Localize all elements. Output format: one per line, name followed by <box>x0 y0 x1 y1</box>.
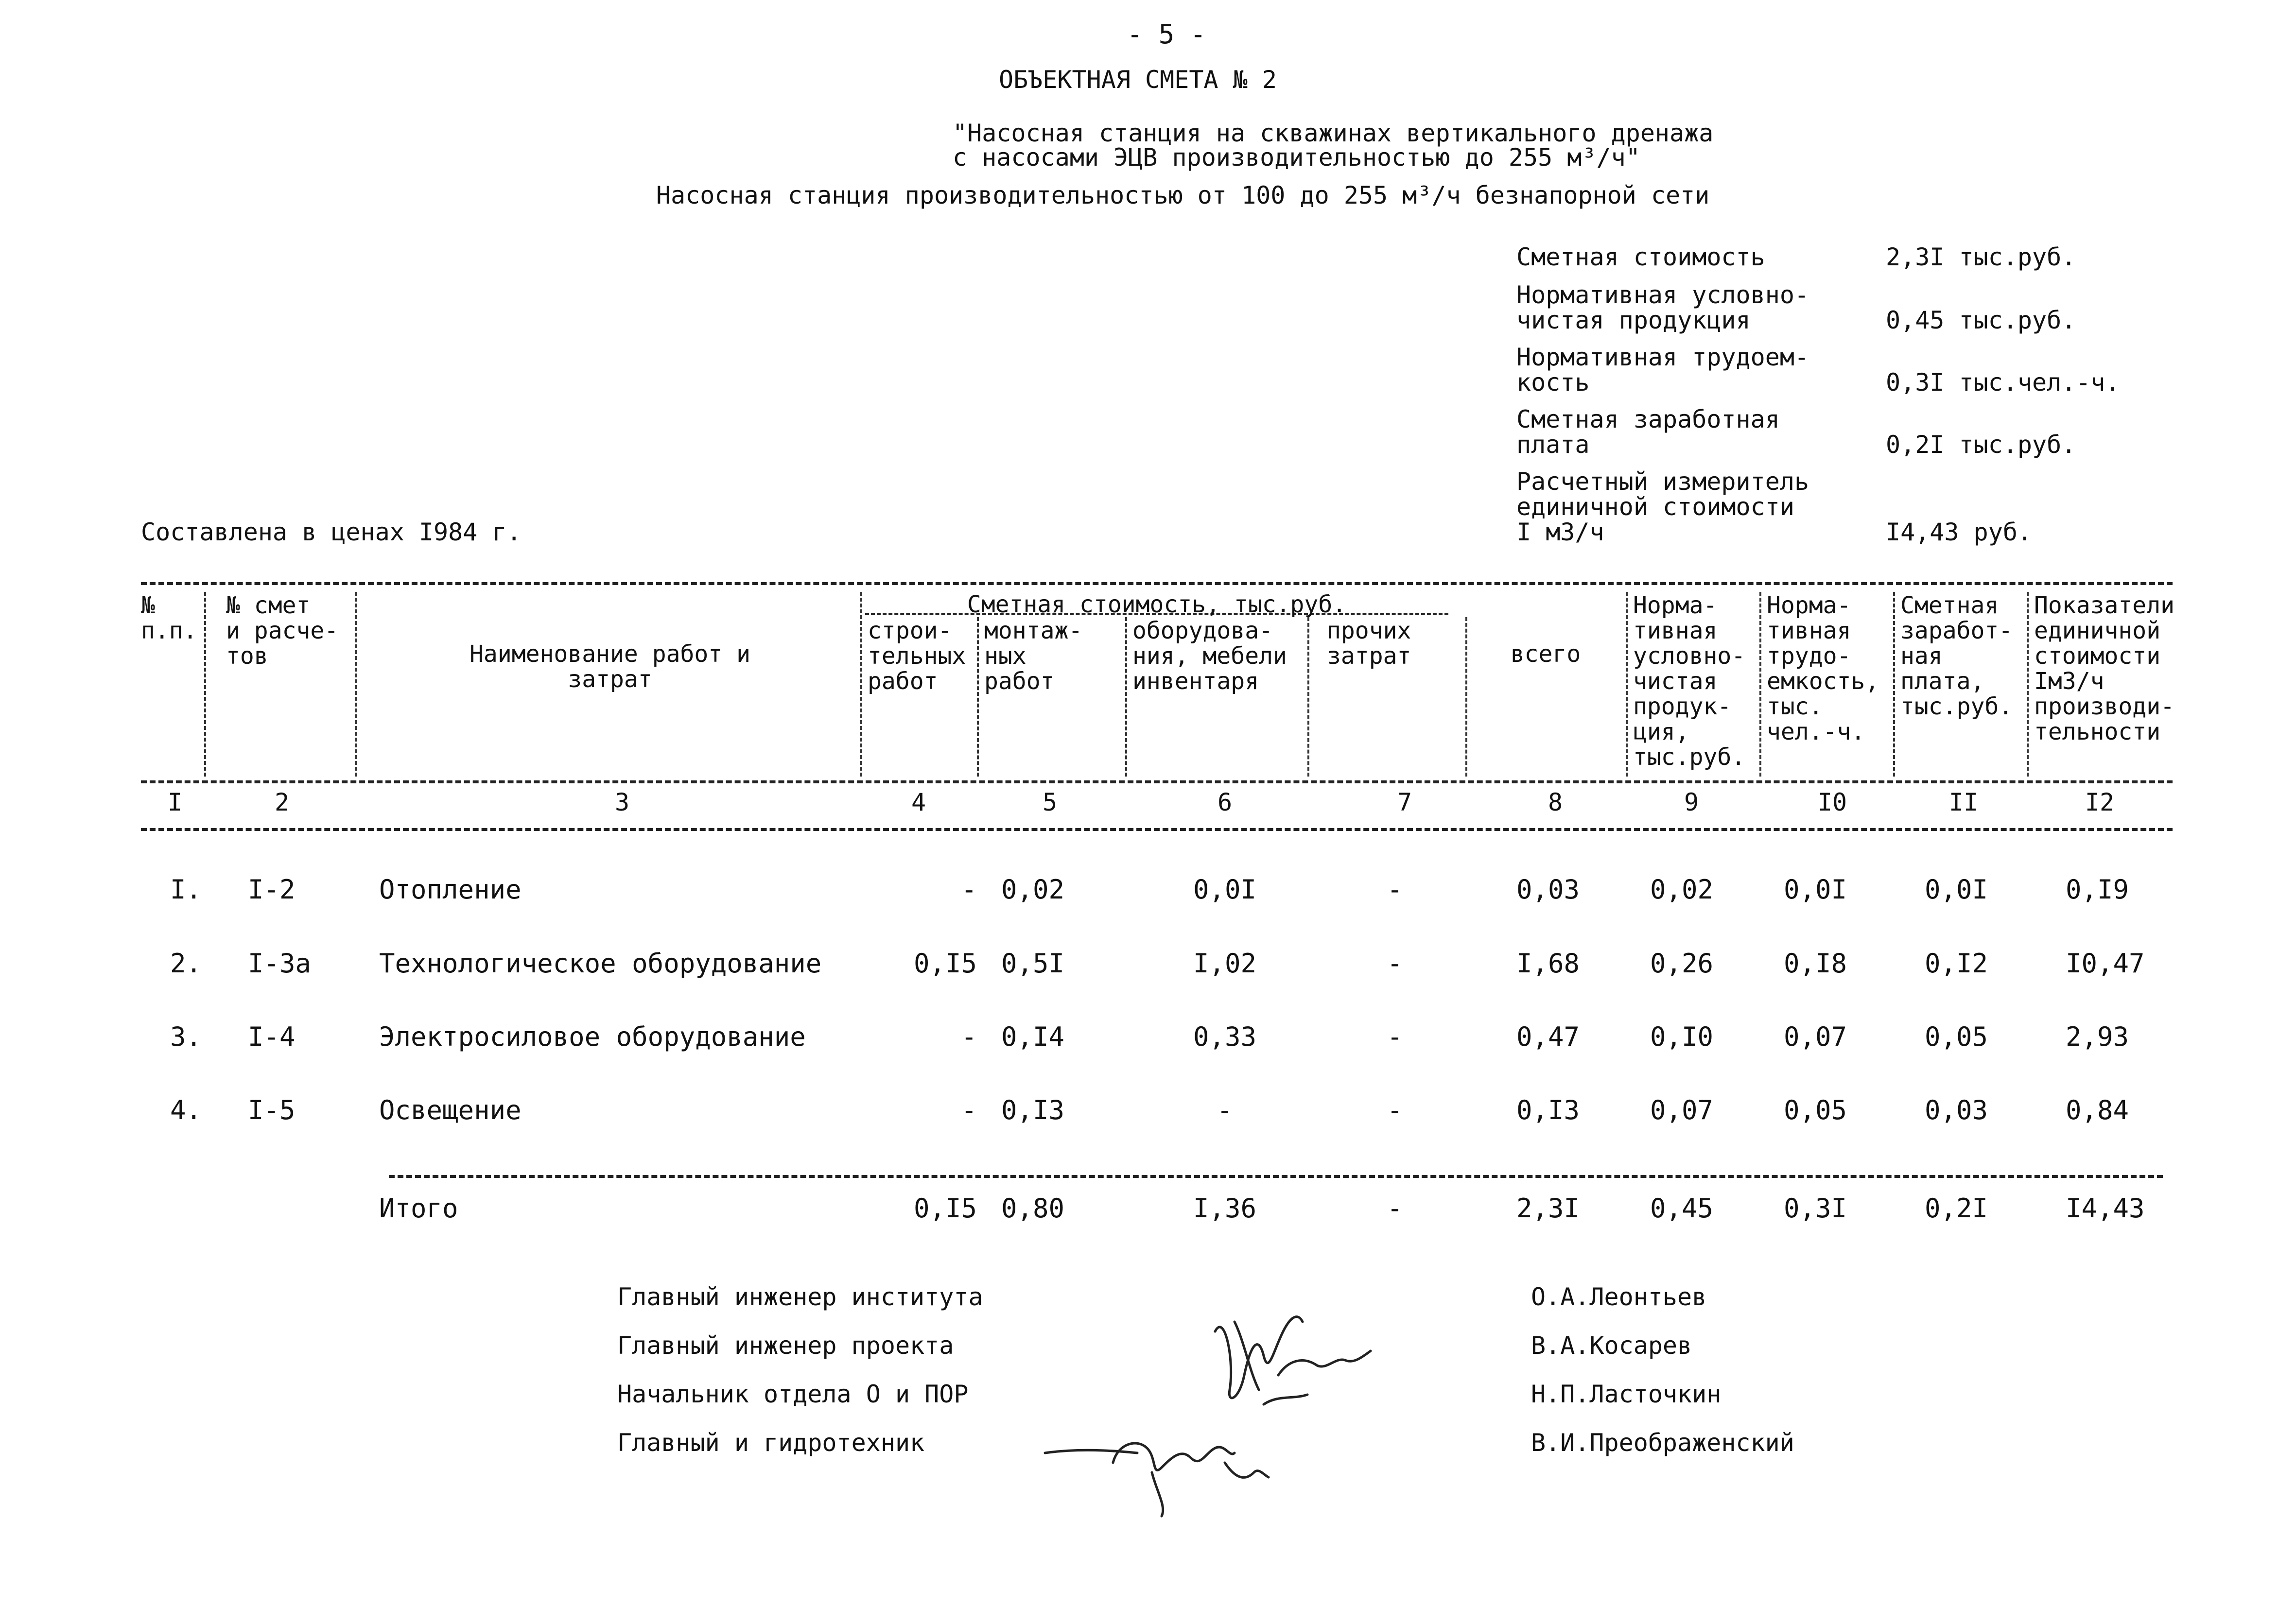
header-col-2: № смет и расче- тов <box>226 592 339 670</box>
cell-unit-cost: 0,I9 <box>2066 874 2129 905</box>
signature-position-4: Главный и гидротехник <box>617 1429 925 1457</box>
cell-labor: 0,I8 <box>1784 948 1847 979</box>
cell-construction: 0,I5 <box>913 948 977 979</box>
cell-total-production: 0,45 <box>1650 1193 1714 1224</box>
cell-equipment: 0,0I <box>1193 874 1257 905</box>
subtitle-line-2: с насосами ЭЦВ производительностью до 255 м³/ч" <box>953 143 1640 172</box>
summary-value-production: 0,45 тыс.руб. <box>1886 306 2076 334</box>
cell-name: Электросиловое оборудование <box>379 1021 806 1052</box>
cell-wages: 0,I2 <box>1925 948 1988 979</box>
page-number: - 5 - <box>1127 19 1206 50</box>
col-sep-1 <box>204 592 206 777</box>
cell-unit-cost: 2,93 <box>2066 1021 2129 1052</box>
cell-name: Технологическое оборудование <box>379 948 822 979</box>
header-col-11: Сметная заработ- ная плата, тыс.руб. <box>1900 592 2013 720</box>
header-col-7: прочих затрат <box>1327 617 1411 670</box>
column-numbers-rule <box>141 828 2173 831</box>
header-col-12: Показатели единичной стоимости Iм3/ч производи- тельности <box>2034 592 2174 745</box>
signature-name-3: Н.П.Ласточкин <box>1531 1380 1722 1408</box>
cell-labor: 0,05 <box>1784 1095 1847 1125</box>
cell-total: I,68 <box>1516 948 1580 979</box>
header-col-1: № п.п. <box>141 592 197 644</box>
column-number-5: 5 <box>1042 788 1058 816</box>
cell-wages: 0,05 <box>1925 1021 1988 1052</box>
summary-label-wages: Сметная заработная <box>1516 405 1780 433</box>
header-bottom-rule <box>141 780 2173 783</box>
cell-num: I. <box>170 874 202 905</box>
cell-estimate: I-3а <box>248 948 312 979</box>
cell-installation: 0,I3 <box>1001 1095 1065 1125</box>
prices-note: Составлена в ценах I984 г. <box>141 518 522 546</box>
cell-production: 0,02 <box>1650 874 1714 905</box>
cell-labor: 0,07 <box>1784 1021 1847 1052</box>
cell-production: 0,07 <box>1650 1095 1714 1125</box>
column-number-1: I <box>167 788 183 816</box>
column-number-3: 3 <box>614 788 630 816</box>
summary-value-unit: I4,43 руб. <box>1886 518 2033 546</box>
header-col-8: всего <box>1510 640 1581 668</box>
cell-num: 4. <box>170 1095 202 1125</box>
cell-total-wages: 0,2I <box>1925 1193 1988 1224</box>
subtitle-line-1: "Насосная станция на скважинах вертикального дренажа <box>953 119 1714 147</box>
summary-label-cost: Сметная стоимость <box>1516 243 1765 271</box>
column-number-7: 7 <box>1397 788 1412 816</box>
cell-other: - <box>1387 874 1403 905</box>
document-title: ОБЪЕКТНАЯ СМЕТА № 2 <box>999 66 1277 94</box>
column-number-12: I2 <box>2085 788 2115 816</box>
col-sep-7 <box>1465 617 1467 777</box>
cell-other: - <box>1387 1021 1403 1052</box>
header-group-cost: Сметная стоимость, тыс.руб. <box>967 591 1347 618</box>
column-number-6: 6 <box>1217 788 1233 816</box>
col-sep-5 <box>1125 617 1127 777</box>
col-sep-2 <box>355 592 357 777</box>
cell-total: 0,I3 <box>1516 1095 1580 1125</box>
signature-position-2: Главный инженер проекта <box>617 1331 954 1360</box>
cell-total-construction: 0,I5 <box>913 1193 977 1224</box>
cell-production: 0,26 <box>1650 948 1714 979</box>
cell-estimate: I-2 <box>248 874 296 905</box>
header-col-6: оборудова- ния, мебели инвентаря <box>1132 617 1287 695</box>
column-number-10: I0 <box>1817 788 1847 816</box>
cell-wages: 0,0I <box>1925 874 1988 905</box>
col-sep-10 <box>1893 592 1895 777</box>
cell-installation: 0,5I <box>1001 948 1065 979</box>
col-sep-6 <box>1307 617 1309 777</box>
cell-total-other: - <box>1387 1193 1403 1224</box>
cell-num: 3. <box>170 1021 202 1052</box>
summary-label-unit-2: единичной стоимости <box>1516 493 1794 521</box>
cell-num: 2. <box>170 948 202 979</box>
handwritten-signature-2 <box>1040 1429 1293 1536</box>
column-number-2: 2 <box>274 788 290 816</box>
summary-label-production-2: чистая продукция <box>1516 306 1751 334</box>
cell-total-all: 2,3I <box>1516 1193 1580 1224</box>
col-sep-9 <box>1759 592 1761 777</box>
cell-installation: 0,02 <box>1001 874 1065 905</box>
cell-total-unit-cost: I4,43 <box>2066 1193 2145 1224</box>
cell-name: Отопление <box>379 874 522 905</box>
cell-total-labor: 0,3I <box>1784 1193 1847 1224</box>
summary-label-production: Нормативная условно- <box>1516 281 1809 309</box>
subtitle-line-3: Насосная станция производительностью от 100 до 255 м³/ч безнапорной сети <box>656 181 1710 209</box>
cell-equipment: - <box>1217 1095 1233 1125</box>
column-number-9: 9 <box>1684 788 1699 816</box>
column-number-4: 4 <box>911 788 926 816</box>
signature-name-2: В.А.Косарев <box>1531 1331 1692 1360</box>
col-sep-4 <box>977 617 979 777</box>
cell-equipment: I,02 <box>1193 948 1257 979</box>
cell-total-installation: 0,80 <box>1001 1193 1065 1224</box>
cell-total: 0,47 <box>1516 1021 1580 1052</box>
cell-total-equipment: I,36 <box>1193 1193 1257 1224</box>
summary-label-unit: Расчетный измеритель <box>1516 467 1809 496</box>
header-col-10: Норма- тивная трудо- емкость, тыс. чел.-ч. <box>1767 592 1879 745</box>
table-top-rule <box>141 582 2173 585</box>
cell-construction: - <box>961 1095 977 1125</box>
col-sep-11 <box>2027 592 2029 777</box>
cell-total: 0,03 <box>1516 874 1580 905</box>
cell-estimate: I-5 <box>248 1095 296 1125</box>
cell-construction: - <box>961 1021 977 1052</box>
cell-equipment: 0,33 <box>1193 1021 1257 1052</box>
summary-label-wages-2: плата <box>1516 431 1590 459</box>
col-sep-8 <box>1626 592 1628 777</box>
signature-name-1: О.А.Леонтьев <box>1531 1283 1707 1311</box>
col-sep-3 <box>860 592 862 777</box>
signature-name-4: В.И.Преображенский <box>1531 1429 1794 1457</box>
header-col-5: монтаж- ных работ <box>984 617 1083 695</box>
summary-value-cost: 2,3I тыс.руб. <box>1886 243 2076 271</box>
summary-value-wages: 0,2I тыс.руб. <box>1886 431 2076 459</box>
total-rule <box>389 1175 2163 1178</box>
summary-label-labor-2: кость <box>1516 368 1590 397</box>
summary-label-unit-3: I м3/ч <box>1516 518 1604 546</box>
summary-value-labor: 0,3I тыс.чел.-ч. <box>1886 368 2120 397</box>
header-col-4: строи- тельных работ <box>868 617 966 695</box>
cell-wages: 0,03 <box>1925 1095 1988 1125</box>
header-col-9: Норма- тивная условно- чистая продук- ция, тыс.руб. <box>1633 592 1746 771</box>
cell-estimate: I-4 <box>248 1021 296 1052</box>
cell-construction: - <box>961 874 977 905</box>
cell-production: 0,I0 <box>1650 1021 1714 1052</box>
cell-labor: 0,0I <box>1784 874 1847 905</box>
column-number-11: II <box>1948 788 1979 816</box>
header-col-3: Наименование работ и затрат <box>470 640 750 693</box>
summary-label-labor: Нормативная трудоем- <box>1516 343 1809 371</box>
handwritten-signature-1 <box>1205 1302 1380 1438</box>
cell-unit-cost: 0,84 <box>2066 1095 2129 1125</box>
cell-installation: 0,I4 <box>1001 1021 1065 1052</box>
cell-other: - <box>1387 948 1403 979</box>
cell-total-label: Итого <box>379 1193 458 1224</box>
signature-position-3: Начальник отдела О и ПОР <box>617 1380 969 1408</box>
cell-other: - <box>1387 1095 1403 1125</box>
signature-position-1: Главный инженер института <box>617 1283 983 1311</box>
column-number-8: 8 <box>1548 788 1563 816</box>
cell-unit-cost: I0,47 <box>2066 948 2145 979</box>
cell-name: Освещение <box>379 1095 522 1125</box>
